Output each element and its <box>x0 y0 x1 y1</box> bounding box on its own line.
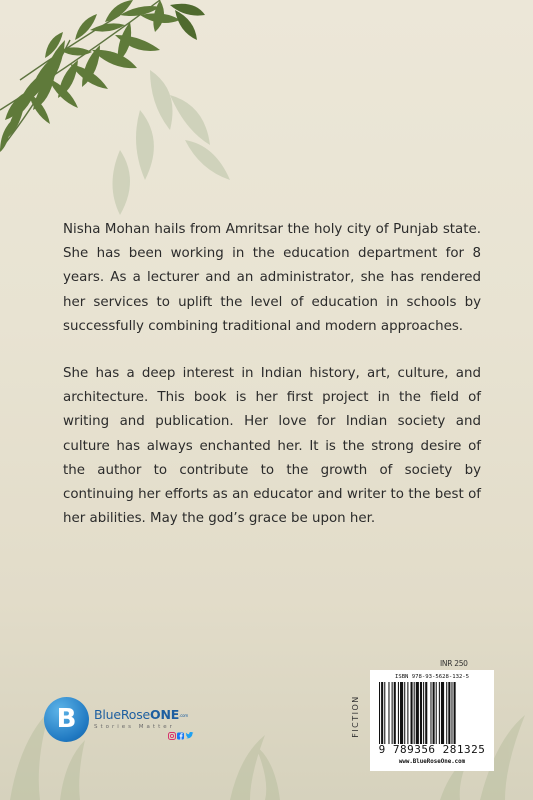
price-label: INR 250 <box>440 659 468 668</box>
facebook-icon <box>177 733 184 740</box>
barcode-bar <box>420 682 422 744</box>
bio-paragraph: She has a deep interest in Indian history, art, culture, and architecture. This book is her first project in the field of writing and publication. Her love for Indian society and culture has always enchanted her. It is the strong desire of the author to contribute to the growth of society by continuing her efforts as an educator and writer to the best of her abilities. May the god’s grace be upon her. <box>63 366 481 527</box>
publisher-name <box>94 707 188 722</box>
barcode-bar <box>439 682 440 744</box>
barcode-bar <box>436 682 437 744</box>
palm-leaves-illustration <box>0 0 260 230</box>
barcode <box>379 682 485 744</box>
publisher-tagline: Stories Matter <box>94 724 175 730</box>
brand-mark: .com <box>179 713 189 718</box>
barcode-bar <box>404 682 405 744</box>
barcode-bar <box>451 682 452 744</box>
author-bio <box>63 218 481 554</box>
isbn-label: ISBN 978-93-5628-132-5 <box>394 674 470 680</box>
barcode-bar <box>441 682 444 744</box>
logo-letter: B <box>56 704 77 734</box>
publisher-logo <box>44 697 204 747</box>
instagram-icon <box>169 733 176 740</box>
barcode-bar <box>398 682 399 744</box>
barcode-bar <box>430 682 431 744</box>
twitter-icon <box>186 732 194 738</box>
barcode-bar <box>392 682 393 744</box>
barcode-bar <box>379 682 380 744</box>
barcode-bar <box>454 682 456 744</box>
isbn-digits: 9 789356 281325 <box>378 743 486 756</box>
barcode-bar <box>407 682 408 744</box>
brand-suffix: ONE <box>150 707 180 722</box>
barcode-bar <box>384 682 385 744</box>
social-icons <box>168 732 194 740</box>
barcode-bar <box>381 682 383 744</box>
barcode-bar <box>425 682 427 744</box>
barcode-bar <box>448 682 450 744</box>
barcode-bar <box>423 682 424 744</box>
genre-label <box>350 688 370 748</box>
genre-text: FICTION <box>350 695 360 738</box>
barcode-bar <box>414 682 415 744</box>
barcode-bar <box>400 682 403 744</box>
brand-main: BlueRose <box>94 707 151 722</box>
barcode-bar <box>416 682 419 744</box>
barcode-bar <box>388 682 389 744</box>
isbn-barcode-block <box>370 670 494 771</box>
barcode-bar <box>433 682 435 744</box>
barcode-bar <box>411 682 413 744</box>
publisher-website: www.BlueRoseOne.com <box>398 759 466 765</box>
bio-paragraph: Nisha Mohan hails from Amritsar the holy city of Punjab state. She has been working in the education department for 8 years. As a lecturer and an administrator, she has rendered her services to uplift the level of education in schools by successfully combining traditional and modern approaches. <box>63 222 481 334</box>
barcode-bar <box>394 682 396 744</box>
barcode-bar <box>446 682 447 744</box>
